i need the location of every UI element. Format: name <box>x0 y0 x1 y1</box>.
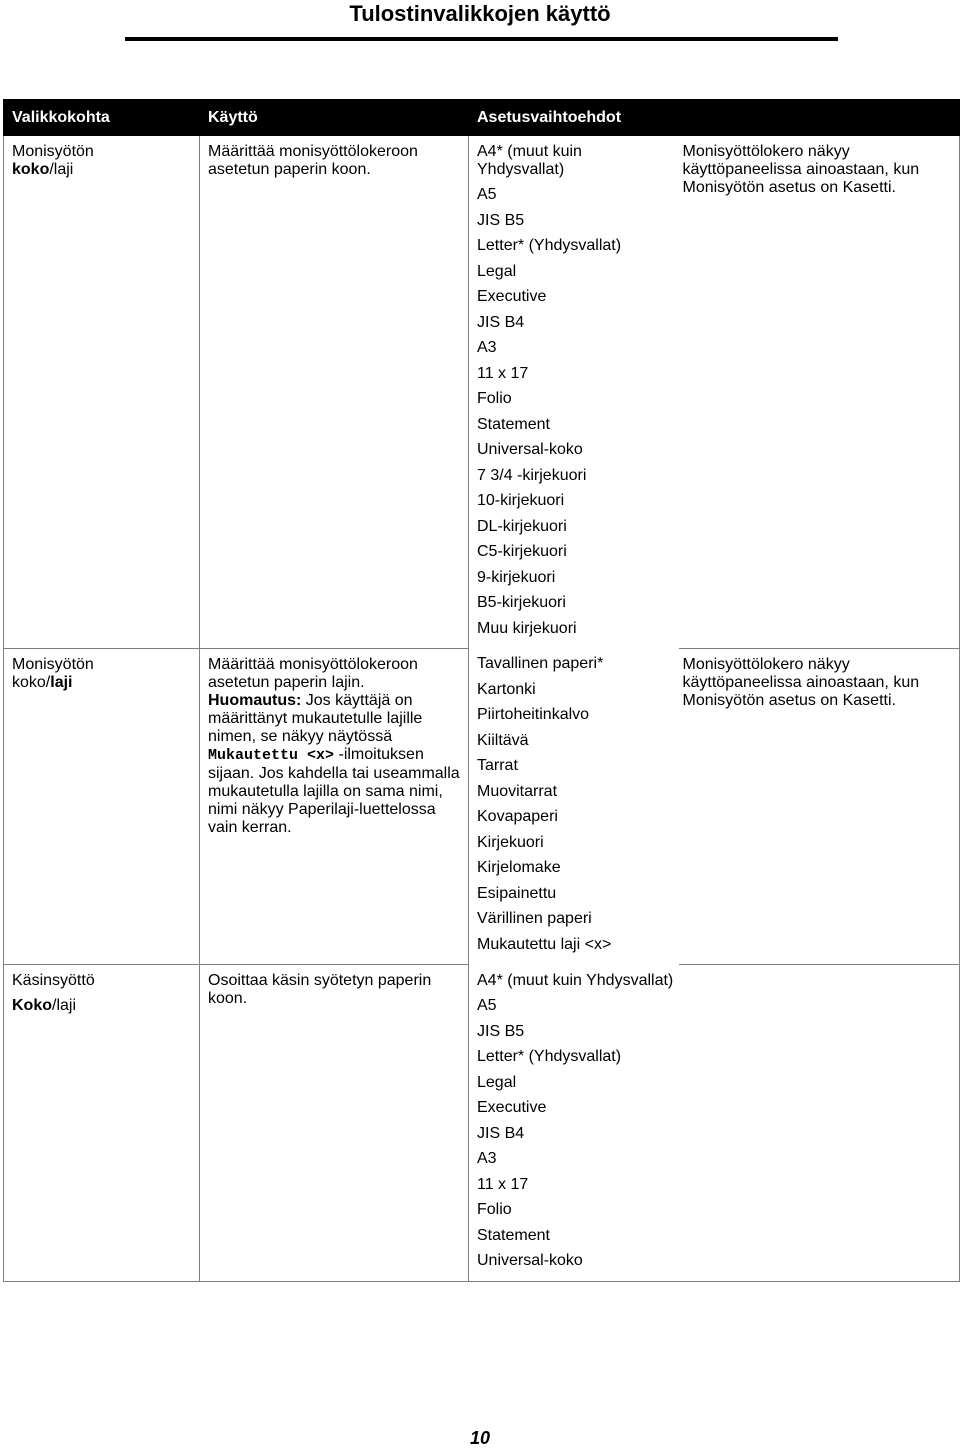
table-row <box>4 136 960 649</box>
option-item: C5-kirjekuori <box>477 543 567 560</box>
note-text-continued: -ilmoituksen sijaan. Jos kahdella tai useammalla mukautetulla lajilla on sama nimi, nimi näkyy Paperilaji-luettelossa vain kerran. <box>208 745 460 836</box>
options-cell <box>469 964 960 1281</box>
options-note-cell <box>679 648 960 964</box>
option-item: Tavallinen paperi* <box>477 655 604 672</box>
options-list <box>477 651 671 957</box>
option-item: A5 <box>477 997 497 1014</box>
page-number: 10 <box>469 1428 491 1448</box>
usage-text: Määrittää monisyöttölokeroon asetetun paperin koon. <box>208 143 418 178</box>
option-item: Kirjekuori <box>477 833 544 851</box>
option-item: Statement <box>477 1226 550 1244</box>
option-item: Universal-koko <box>477 1252 583 1269</box>
table-row <box>4 648 960 964</box>
options-cell <box>469 648 679 964</box>
note-text: Jos käyttäjä on määrittänyt mukautetulle lajille nimen, se näkyy näytössä <box>208 691 423 745</box>
table-row <box>4 964 960 1281</box>
option-item: Legal <box>477 1073 517 1091</box>
menu-item-suffix: /laji <box>49 161 74 178</box>
note-label: Huomautus: <box>208 691 302 709</box>
table-header-row <box>4 100 960 136</box>
option-item: JIS B4 <box>477 1124 525 1142</box>
option-item: Kiiltävä <box>477 731 529 749</box>
note-code: Mukautettu <x> <box>208 746 335 764</box>
option-item: Muovitarrat <box>477 782 558 800</box>
menu-item-bold: koko <box>12 161 50 178</box>
usage-cell <box>200 136 469 649</box>
option-item: Executive <box>477 1099 547 1116</box>
menu-item-label: Monisyötön <box>12 655 94 673</box>
option-item: 10-kirjekuori <box>477 492 565 509</box>
option-item: A4* (muut kuin Yhdysvallat) <box>477 971 674 989</box>
option-item: Universal-koko <box>477 441 583 458</box>
menu-item-suffix: /laji <box>52 996 77 1014</box>
menu-item-sub <box>12 997 191 1015</box>
option-item: 11 x 17 <box>477 1175 529 1193</box>
options-cell <box>469 136 679 649</box>
usage-text: Määrittää monisyöttölokeroon asetetun paperin lajin. <box>208 655 418 691</box>
option-item: Executive <box>477 288 547 305</box>
menu-item-cell <box>4 648 200 964</box>
option-item: JIS B5 <box>477 1022 525 1040</box>
menu-item-sub <box>12 674 191 692</box>
option-item: A3 <box>477 1150 497 1167</box>
title-rule <box>125 37 838 41</box>
menu-item-cell <box>4 136 200 649</box>
option-item: Kovapaperi <box>477 808 558 825</box>
option-item: Legal <box>477 262 517 280</box>
option-item: Letter* (Yhdysvallat) <box>477 1048 622 1065</box>
menu-item-bold: laji <box>50 673 73 691</box>
option-item: Folio <box>477 1201 512 1218</box>
option-item: Tarrat <box>477 757 518 774</box>
usage-note <box>208 692 460 837</box>
option-item: Muu kirjekuori <box>477 619 577 637</box>
menu-item-bold: Koko <box>12 996 52 1014</box>
options-note: Monisyöttölokero näkyy käyttöpaneelissa ainoastaan, kun Monisyötön asetus on Kasetti. <box>682 143 920 196</box>
option-item: 11 x 17 <box>477 364 529 382</box>
option-item: JIS B4 <box>477 313 525 331</box>
option-item: Statement <box>477 415 550 433</box>
page-title: Tulostinvalikkojen käyttö <box>349 1 611 26</box>
option-item: Mukautettu laji <x> <box>477 935 612 953</box>
menu-table <box>3 99 960 1282</box>
option-item: A4* (muut kuin Yhdysvallat) <box>477 143 582 178</box>
options-list <box>477 968 951 1274</box>
option-item: Kartonki <box>477 680 536 698</box>
usage-cell <box>200 964 469 1281</box>
usage-cell <box>200 648 469 964</box>
usage-text: Osoittaa käsin syötetyn paperin koon. <box>208 971 432 1007</box>
header-usage: Käyttö <box>200 100 469 136</box>
menu-item-prefix: koko/ <box>12 673 51 691</box>
option-item: 9-kirjekuori <box>477 568 556 586</box>
option-item: B5-kirjekuori <box>477 594 566 611</box>
options-note-cell <box>679 136 960 649</box>
option-item: A5 <box>477 186 497 203</box>
options-list <box>477 143 671 641</box>
menu-item-cell <box>4 964 200 1281</box>
option-item: DL-kirjekuori <box>477 517 567 535</box>
option-item: Kirjelomake <box>477 859 561 876</box>
options-note: Monisyöttölokero näkyy käyttöpaneelissa ainoastaan, kun Monisyötön asetus on Kasetti. <box>682 655 920 709</box>
option-item: Letter* (Yhdysvallat) <box>477 237 622 254</box>
option-item: 7 3/4 -kirjekuori <box>477 466 587 484</box>
header-menu-item: Valikkokohta <box>4 100 200 136</box>
option-item: JIS B5 <box>477 211 525 229</box>
option-item: Piirtoheitinkalvo <box>477 706 590 723</box>
option-item: Folio <box>477 390 512 407</box>
menu-item-label: Käsinsyöttö <box>12 971 95 989</box>
menu-item-sub <box>12 161 191 179</box>
option-item: Esipainettu <box>477 884 557 902</box>
menu-item-label: Monisyötön <box>12 143 94 160</box>
option-item: Värillinen paperi <box>477 910 592 927</box>
option-item: A3 <box>477 339 497 356</box>
header-options: Asetusvaihtoehdot <box>469 100 960 136</box>
